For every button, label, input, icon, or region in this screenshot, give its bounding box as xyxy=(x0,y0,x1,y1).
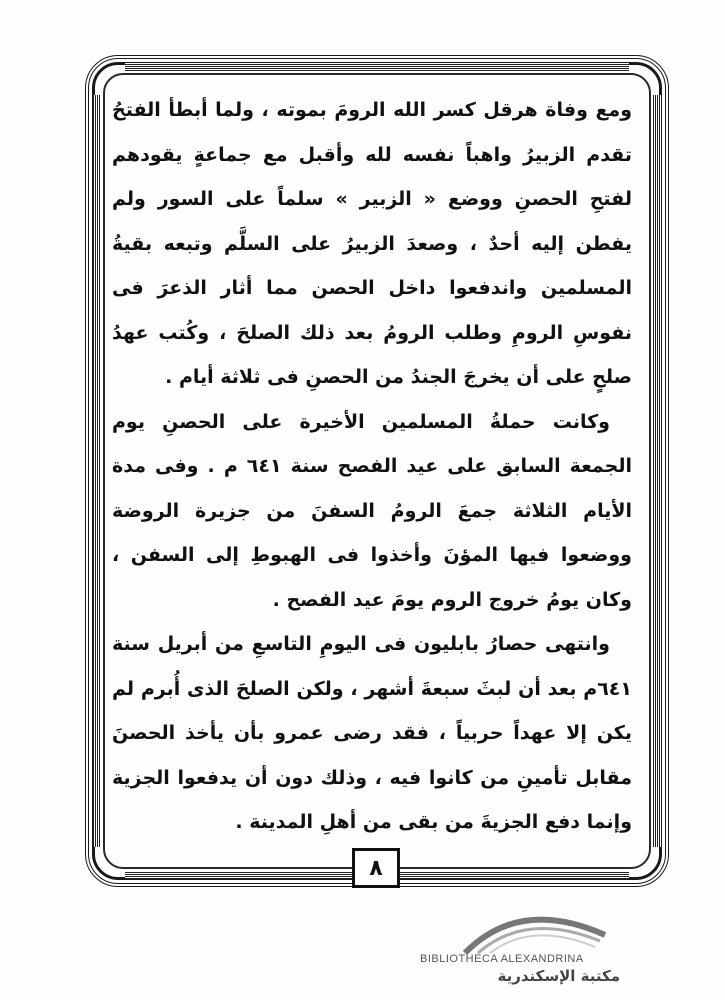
library-logo xyxy=(420,905,620,995)
body-text xyxy=(112,88,632,845)
paragraph-2: وكانت حملةُ المسلمين الأخيرة على الحصنِ يوم الجمعة السابق على عيد الفصح سنة ٦٤١ م . وفى مدة الأيام الثلاثة جمعَ الرومُ السفنَ من جزيرة الروضة ووضعوا فيها المؤنَ وأخذوا فى الهبوطِ إلى السفن ، وكان يومُ خروج الروم يومَ عيد الفصح . xyxy=(112,410,632,611)
logo-name-english: BIBLIOTHECA ALEXANDRINA xyxy=(420,953,584,965)
paragraph-1: ومع وفاة هرقل كسر الله الرومَ بموته ، ولما أبطأ الفتحُ تقدم الزبيرُ واهباً نفسه لله وأقبل مع جماعةٍ يقودهم لفتحِ الحصنِ ووضع « الزبير » سلماً على السور ولم يفطن إليه أحدٌ ، وصعدَ الزبيرُ على السلَّم وتبعه بقيةُ المسلمين واندفعوا داخل الحصن مما أثار الذعرَ فى نفوسِ الرومِ وطلب الرومُ بعد ذلك الصلحَ ، وكُتب عهدُ صلحٍ على أن يخرجَ الجندُ من الحصنِ فى ثلاثة أيام . xyxy=(112,99,632,388)
border-stripes-right xyxy=(653,95,661,847)
logo-name-arabic: مكتبة الإسكندرية xyxy=(497,967,620,985)
paragraph-3: وانتهى حصارُ بابليون فى اليومِ التاسعِ من أبريل سنة ٦٤١م بعد أن لبثَ سبعةَ أشهر ، ولكن الصلحَ الذى أُبرم لم يكن إلا عهداً حربياً ، فقد رضى عمرو بأن يأخذ الحصنَ مقابل تأمينِ من كانوا فيه ، وذلك دون أن يدفعوا الجزية وإنما دفع الجزيةَ من بقى من أهلِ المدينة . xyxy=(112,633,632,833)
border-stripes-top xyxy=(125,63,629,71)
border-stripes-left xyxy=(93,95,101,847)
page-number: ٨ xyxy=(352,848,400,888)
logo-arc-icon xyxy=(460,905,610,955)
